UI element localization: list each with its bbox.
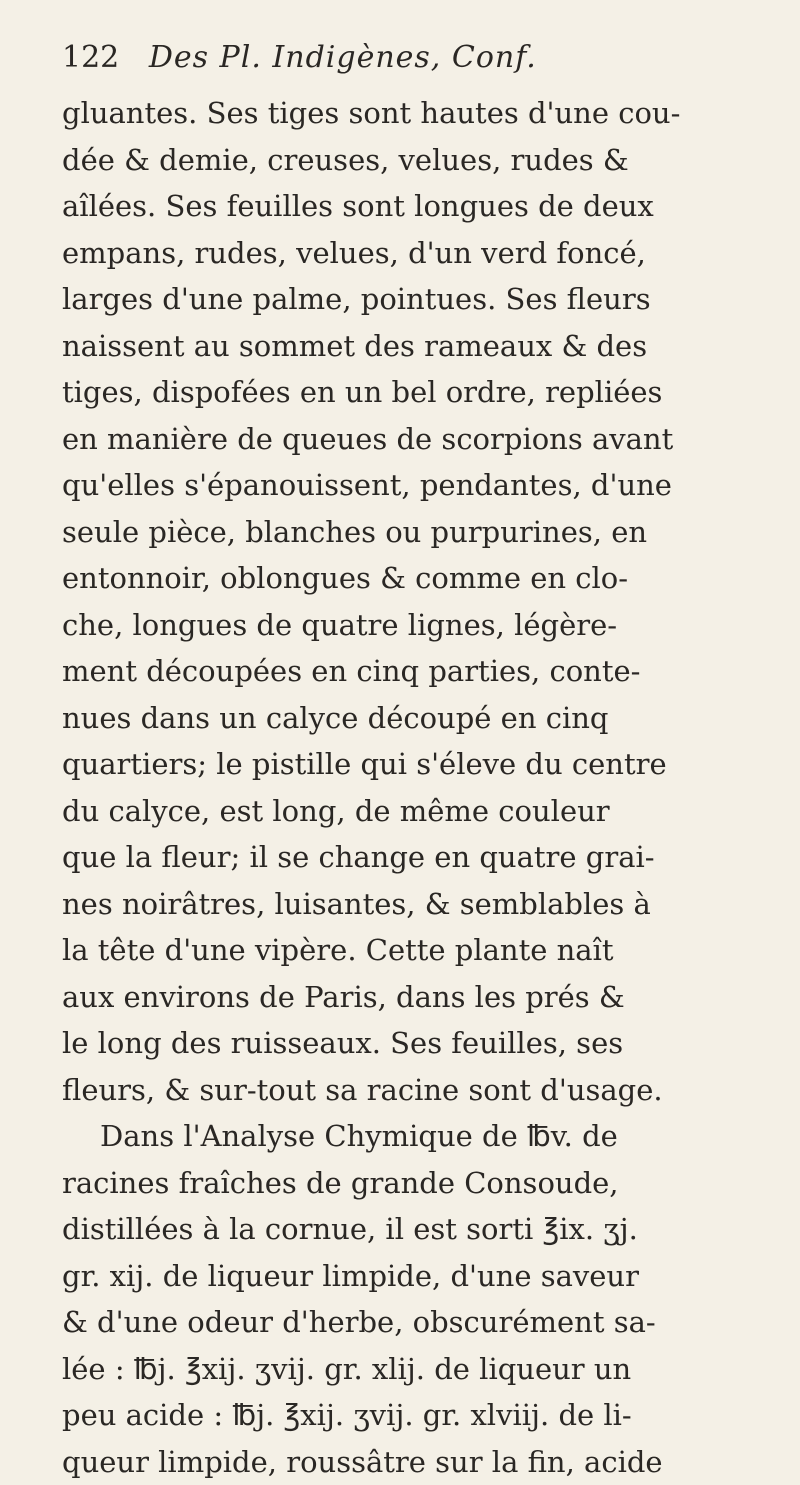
text-line: qu'elles s'épanouissent, pendantes, d'une bbox=[62, 462, 790, 509]
text-line: fleurs, & sur-tout sa racine sont d'usage. bbox=[62, 1067, 790, 1114]
text-line: nes noirâtres, luisantes, & semblables à bbox=[62, 881, 790, 928]
text-line: racines fraîches de grande Consoude, bbox=[62, 1160, 790, 1207]
text-line: que la fleur; il se change en quatre grai- bbox=[62, 834, 790, 881]
text-line: queur limpide, roussâtre sur la fin, acide bbox=[62, 1439, 790, 1485]
text-line: seule pièce, blanches ou purpurines, en bbox=[62, 509, 790, 556]
page-number: 122 bbox=[62, 28, 119, 88]
text-line: tiges, dispofées en un bel ordre, repliées bbox=[62, 369, 790, 416]
text-line: nues dans un calyce découpé en cinq bbox=[62, 695, 790, 742]
text-line: dée & demie, creuses, velues, rudes & bbox=[62, 137, 790, 184]
running-title: Des Pl. Indigènes, Conf. bbox=[149, 28, 537, 88]
text-line: gluantes. Ses tiges sont hautes d'une cou- bbox=[62, 90, 790, 137]
text-line: en manière de queues de scorpions avant bbox=[62, 416, 790, 463]
text-line: la tête d'une vipère. Cette plante naît bbox=[62, 927, 790, 974]
text-line: distillées à la cornue, il est sorti ℥ix. ʒj. bbox=[62, 1206, 790, 1253]
paragraph-start-line: Dans l'Analyse Chymique de ℔v. de bbox=[62, 1113, 790, 1160]
text-line: gr. xij. de liqueur limpide, d'une saveur bbox=[62, 1253, 790, 1300]
text-line: larges d'une palme, pointues. Ses fleurs bbox=[62, 276, 790, 323]
text-line: che, longues de quatre lignes, légère- bbox=[62, 602, 790, 649]
page-header bbox=[62, 28, 762, 88]
text-line: lée : ℔j. ℥xij. ʒvij. gr. xlij. de liqueur un bbox=[62, 1346, 790, 1393]
text-line: naissent au sommet des rameaux & des bbox=[62, 323, 790, 370]
text-line: le long des ruisseaux. Ses feuilles, ses bbox=[62, 1020, 790, 1067]
text-line: empans, rudes, velues, d'un verd foncé, bbox=[62, 230, 790, 277]
text-line: & d'une odeur d'herbe, obscurément sa- bbox=[62, 1299, 790, 1346]
body-text bbox=[62, 90, 790, 1485]
text-line: entonnoir, oblongues & comme en clo- bbox=[62, 555, 790, 602]
text-line: quartiers; le pistille qui s'éleve du centre bbox=[62, 741, 790, 788]
text-line: peu acide : ℔j. ℥xij. ʒvij. gr. xlviij. de li- bbox=[62, 1392, 790, 1439]
text-line: aux environs de Paris, dans les prés & bbox=[62, 974, 790, 1021]
text-line: du calyce, est long, de même couleur bbox=[62, 788, 790, 835]
text-line: ment découpées en cinq parties, conte- bbox=[62, 648, 790, 695]
text-line: aîlées. Ses feuilles sont longues de deux bbox=[62, 183, 790, 230]
